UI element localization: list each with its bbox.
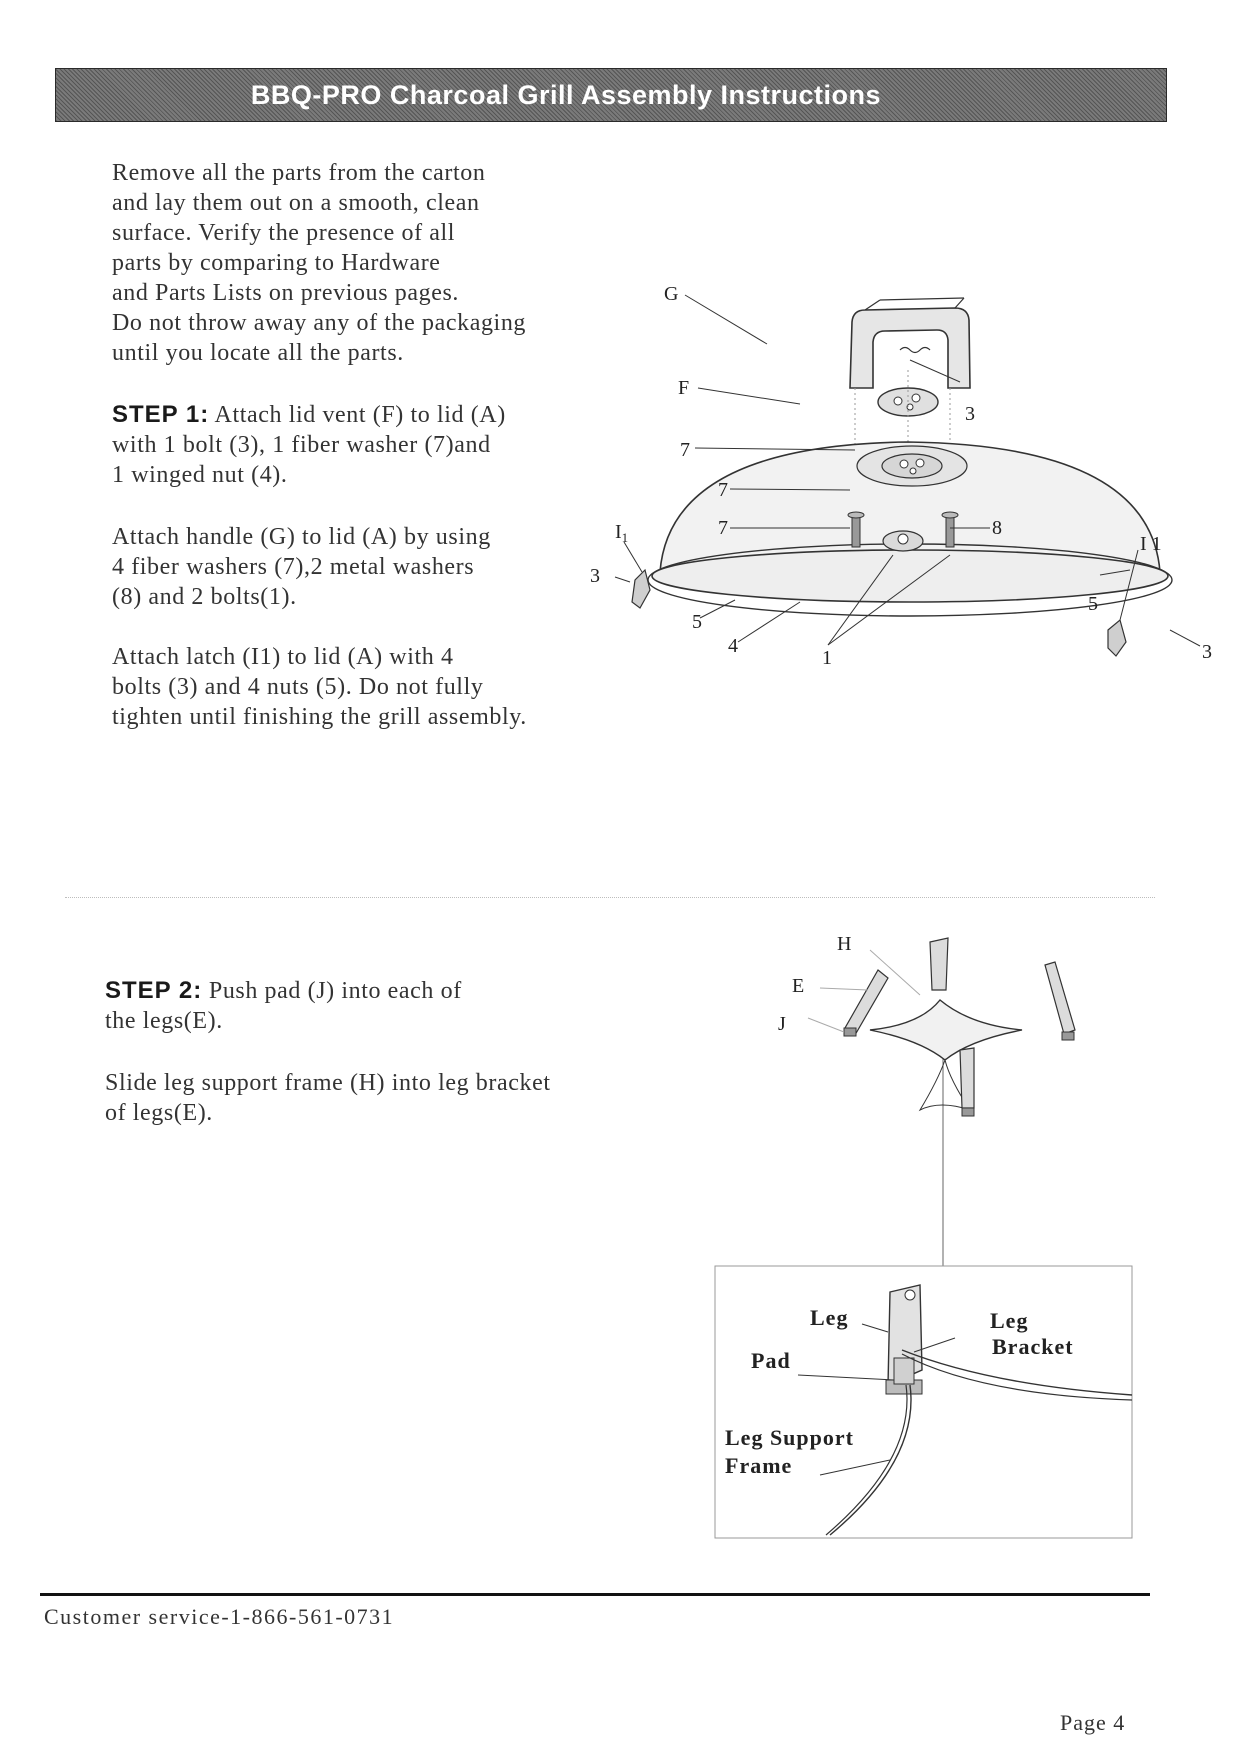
step1-line: tighten until finishing the grill assembly. [112,704,527,730]
label-f: F [678,377,690,399]
page-title: BBQ-PRO Charcoal Grill Assembly Instructions [250,80,882,110]
label-7-low: 7 [718,517,728,539]
label-leg: Leg [810,1305,849,1330]
step1-line: (8) and 2 bolts(1). [112,584,297,610]
intro-line: parts by comparing to Hardware [112,250,441,276]
lid-assembly-figure [560,270,1239,710]
step1-latch-paragraph [112,642,527,732]
step1-line: with 1 bolt (3), 1 fiber washer (7)and [112,432,491,458]
step1-line: bolts (3) and 4 nuts (5). Do not fully [112,674,484,700]
label-i1-left: $I_1$ [615,521,629,545]
leg-top-drawing [930,938,948,990]
latch-right-drawing [1108,620,1126,656]
step2-paragraph [105,976,462,1036]
step2-line: the legs(E). [105,1008,223,1034]
step1-paragraph [112,400,506,490]
label-4: 4 [728,635,738,657]
intro-line: Do not throw away any of the packaging [112,310,527,336]
intro-line: surface. Verify the presence of all [112,220,456,246]
step1-label: STEP 1: [112,401,210,428]
label-j: J [778,1013,786,1035]
label-7-top: 7 [680,439,690,461]
step2-line: Push pad (J) into each of [202,978,462,1004]
detail-inset-box [715,1266,1132,1538]
intro-line: until you locate all the parts. [112,340,404,366]
label-5-left: 5 [692,611,702,633]
label-pad: Pad [751,1348,791,1373]
leg-right-drawing [1045,962,1075,1034]
step1-line: Attach latch (I1) to lid (A) with 4 [112,644,454,670]
leg-support-frame-drawing [870,1000,1022,1060]
intro-paragraph [112,158,526,368]
step2-label: STEP 2: [105,977,203,1004]
label-e: E [792,975,805,997]
label-1: 1 [822,647,832,669]
page-number: Page 4 [1060,1710,1126,1735]
step1-line: Attach handle (G) to lid (A) by using [112,524,491,550]
label-leg-support-line1: Leg Support [725,1425,854,1450]
intro-line: and Parts Lists on previous pages. [112,280,460,306]
handle-g-drawing [850,308,970,388]
section-divider [65,897,1155,898]
label-leg-bracket-line1: Leg [990,1308,1029,1333]
leg-left-drawing [845,970,888,1035]
footer-rule [40,1593,1150,1596]
label-i1-right: I 1 [1140,533,1162,555]
step2-frame-paragraph [105,1068,551,1128]
latch-left-drawing [632,570,650,608]
label-3-left: 3 [590,565,600,587]
label-leg-support-line2: Frame [725,1453,793,1478]
customer-service-text: Customer service-1-866-561-0731 [44,1604,395,1629]
label-7-mid: 7 [718,479,728,501]
step1-line: 1 winged nut (4). [112,462,288,488]
step1-handle-paragraph [112,522,491,612]
label-3-handle: 3 [965,403,975,425]
step2-line: of legs(E). [105,1100,213,1126]
label-h: H [837,933,852,955]
leg-bottom-drawing [960,1048,974,1108]
label-8: 8 [992,517,1002,539]
label-3-right: 3 [1202,641,1212,663]
step1-line: Attach lid vent (F) to lid (A) [209,402,506,428]
label-g: G [664,283,679,305]
step2-line: Slide leg support frame (H) into leg bracket [105,1070,551,1096]
intro-line: and lay them out on a smooth, clean [112,190,480,216]
legs-assembly-figure [725,930,1190,1550]
intro-line: Remove all the parts from the carton [112,160,486,186]
title-banner [55,68,1167,122]
label-leg-bracket-line2: Bracket [992,1334,1074,1359]
label-5-right: 5 [1088,593,1098,615]
step1-line: 4 fiber washers (7),2 metal washers [112,554,475,580]
